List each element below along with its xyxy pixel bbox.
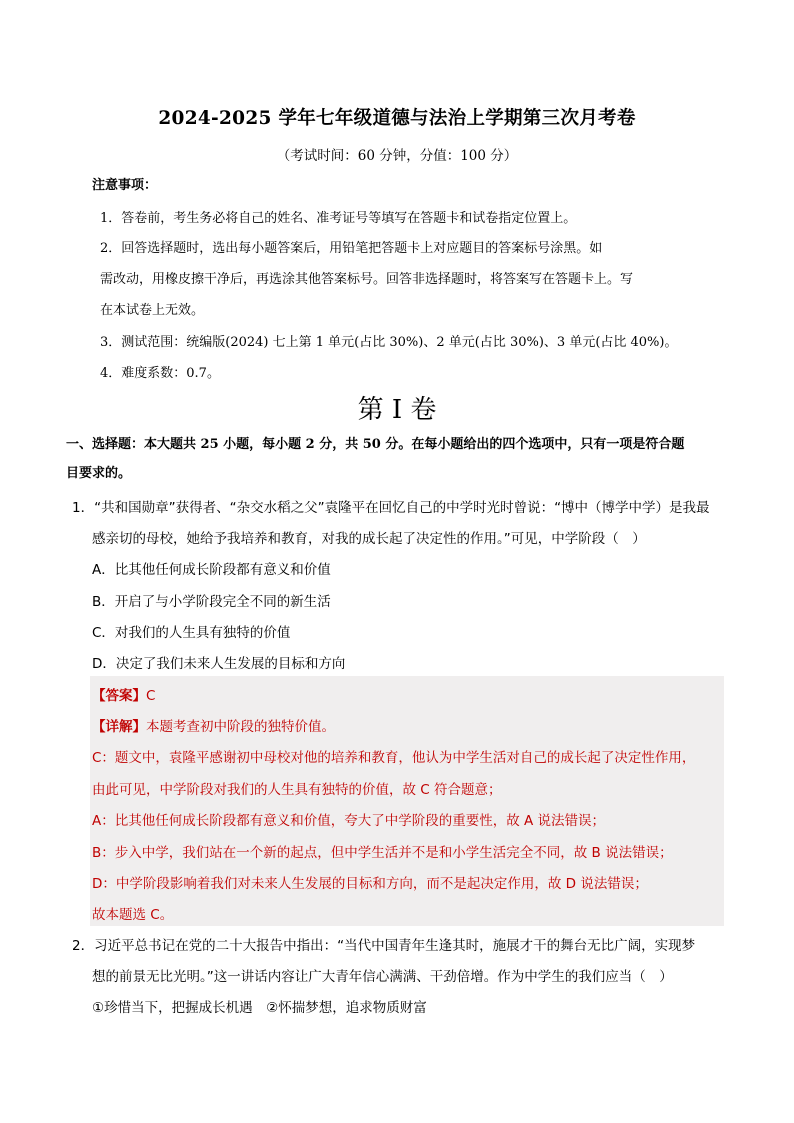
section-title: 第 I 卷 [357,395,437,425]
question-stem: 2．习近平总书记在党的二十大报告中指出：“当代中国青年生逢其时，施展才干的舞台无比广阔，实现梦 [72,938,696,954]
detail-text: 本题考查初中阶段的独特价值。 [146,719,335,735]
question-option: D．决定了我们未来人生发展的目标和方向 [92,656,346,672]
section-instruction: 一、选择题：本大题共 25 小题，每小题 2 分，共 50 分。在每小题给出的四个选项中，只有一项是符合题 [66,437,685,452]
answer-tag: 【答案】 [92,688,146,704]
answer-line [92,684,155,704]
question-stem: 想的前景无比光明。”这一讲话内容让广大青年信心满满、干劲倍增。作为中学生的我们应当（ ） [92,969,673,985]
explain-line: B：步入中学，我们站在一个新的起点，但中学生活并不是和小学生活完全不同，故 B 说法错误； [92,845,673,861]
detail-tag: 【详解】 [92,719,146,735]
explain-line: A：比其他任何成长阶段都有意义和价值，夸大了中学阶段的重要性，故 A 说法错误； [92,813,606,829]
notice-title: 注意事项： [92,178,158,193]
question-option: B．开启了与小学阶段完全不同的新生活 [92,594,331,610]
answer-value: C [146,688,156,704]
question-option: ①珍惜当下，把握成长机遇 ②怀揣梦想，追求物质财富 [92,1000,427,1016]
question-stem: 1．“共和国勋章”获得者、“杂交水稻之父”袁隆平在回忆自己的中学时光时曾说：“博中（博学中学）是我最 [72,500,710,516]
explain-line: D：中学阶段影响着我们对未来人生发展的目标和方向，而不是起决定作用，故 D 说法错误； [92,876,648,892]
exam-subtitle: （考试时间：60 分钟，分值：100 分） [276,148,518,164]
explain-line: 故本题选 C。 [92,907,174,923]
notice-line: 1．答卷前，考生务必将自己的姓名、准考证号等填写在答题卡和试卷指定位置上。 [100,211,577,226]
question-option: A．比其他任何成长阶段都有意义和价值 [92,562,331,578]
notice-line: 在本试卷上无效。 [100,303,205,318]
exam-title: 2024-2025 学年七年级道德与法治上学期第三次月考卷 [158,108,636,129]
section-instruction: 目要求的。 [66,466,132,481]
explain-line: 由此可见，中学阶段对我们的人生具有独特的价值，故 C 符合题意； [92,782,502,798]
question-stem: 感亲切的母校，她给予我培养和教育，对我的成长起了决定性的作用。”可见，中学阶段（ ） [92,531,646,547]
explain-line: C：题文中，袁隆平感谢初中母校对他的培养和教育，他认为中学生活对自己的成长起了决定性作用， [92,750,696,766]
notice-line: 需改动，用橡皮擦干净后，再选涂其他答案标号。回答非选择题时，将答案写在答题卡上。写 [100,272,634,287]
detail-line [92,715,335,735]
notice-line: 3．测试范围：统编版(2024) 七上第 1 单元(占比 30%)、2 单元(占比 30%)、3 单元(占比 40%)。 [100,335,678,350]
notice-line: 2．回答选择题时，选出每小题答案后，用铅笔把答题卡上对应题目的答案标号涂黑。如 [100,241,603,256]
question-option: C．对我们的人生具有独特的价值 [92,625,291,641]
notice-line: 4．难度系数：0.7。 [100,366,220,381]
